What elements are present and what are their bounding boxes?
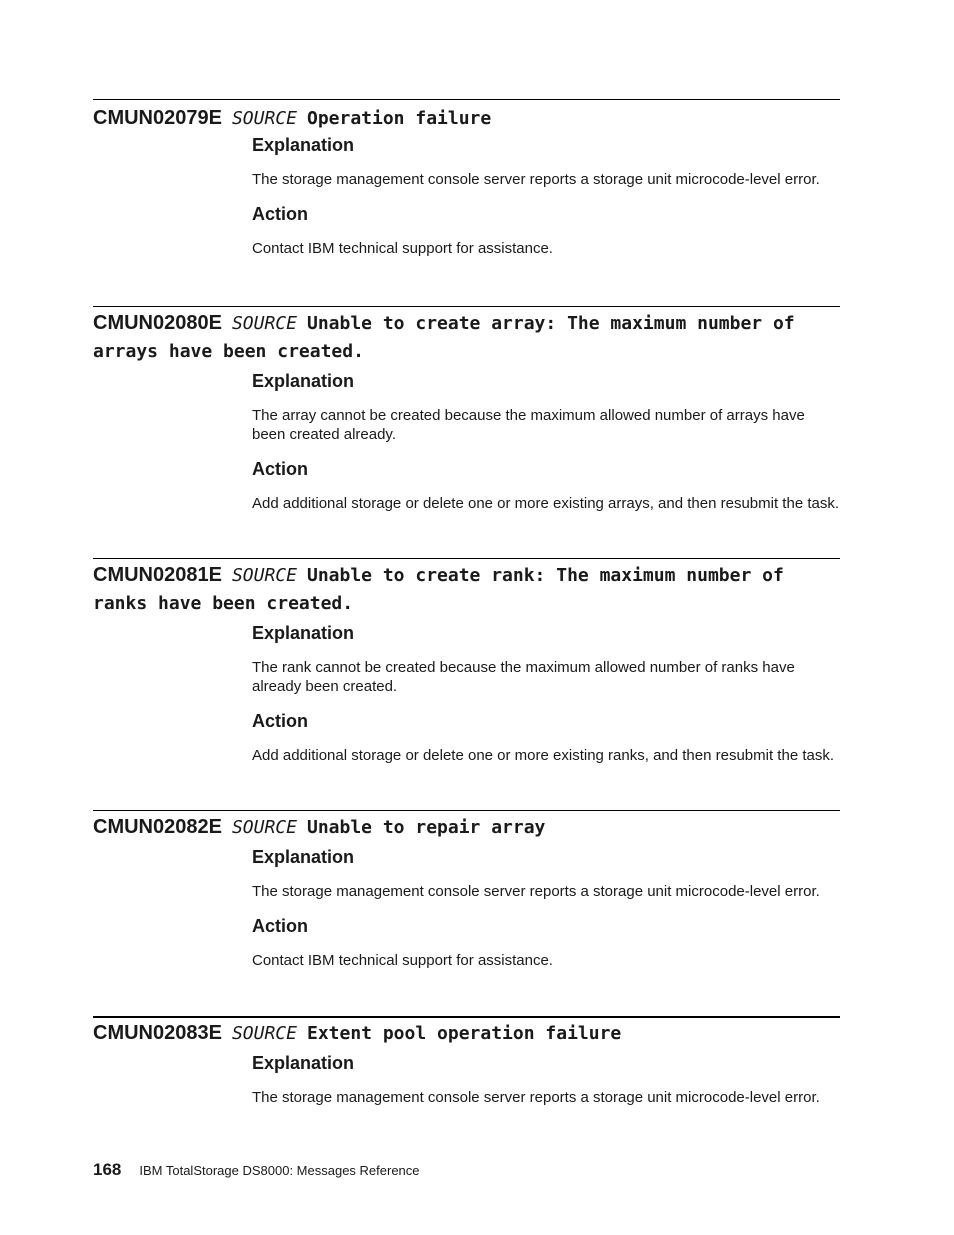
explanation-text: The array cannot be created because the maximum allowed number of arrays have been created already. [252, 407, 805, 443]
message-body [252, 134, 840, 258]
explanation-heading: Explanation [252, 623, 355, 643]
action-heading: Action [252, 916, 308, 936]
message-body [252, 370, 840, 513]
book-title: IBM TotalStorage DS8000: Messages Reference [139, 1163, 420, 1178]
message-body [252, 622, 840, 765]
explanation-heading: Explanation [252, 1053, 355, 1073]
message-entry [93, 99, 840, 258]
message-entry [93, 306, 840, 513]
message-heading [93, 811, 840, 842]
message-title: Unable to create rank: The maximum number of ranks have been created. [93, 565, 784, 614]
message-source: SOURCE [231, 817, 297, 838]
message-title: Unable to create array: The maximum number of arrays have been created. [93, 313, 795, 362]
explanation-heading: Explanation [252, 847, 355, 867]
message-code: CMUN02082E [93, 816, 222, 838]
message-heading [93, 100, 840, 133]
message-entry [93, 810, 840, 970]
explanation-text: The storage management console server reports a storage unit microcode-level error. [252, 171, 820, 188]
action-heading: Action [252, 459, 308, 479]
message-entry [93, 1016, 840, 1107]
message-heading [93, 559, 840, 618]
explanation-text: The rank cannot be created because the maximum allowed number of ranks have already been created. [252, 659, 795, 695]
message-heading [93, 1018, 840, 1048]
message-entry [93, 558, 840, 765]
message-title: Extent pool operation failure [306, 1023, 622, 1044]
action-heading: Action [252, 711, 308, 731]
message-source: SOURCE [231, 108, 297, 129]
explanation-text: The storage management console server reports a storage unit microcode-level error. [252, 883, 820, 900]
message-title: Operation failure [306, 108, 492, 129]
message-code: CMUN02079E [93, 107, 222, 129]
message-body [252, 846, 840, 970]
explanation-text: The storage management console server reports a storage unit microcode-level error. [252, 1089, 820, 1106]
action-heading: Action [252, 204, 308, 224]
message-body [252, 1052, 840, 1107]
explanation-heading: Explanation [252, 371, 355, 391]
message-code: CMUN02083E [93, 1022, 222, 1044]
page-footer [93, 1160, 420, 1180]
message-heading [93, 307, 840, 366]
action-text: Add additional storage or delete one or more existing ranks, and then resubmit the task. [252, 747, 835, 764]
message-code: CMUN02081E [93, 564, 222, 586]
message-source: SOURCE [231, 313, 297, 334]
action-text: Contact IBM technical support for assistance. [252, 240, 553, 257]
message-source: SOURCE [231, 565, 297, 586]
page-number: 168 [93, 1160, 122, 1179]
action-text: Contact IBM technical support for assistance. [252, 952, 553, 969]
message-title: Unable to repair array [306, 817, 546, 838]
message-source: SOURCE [231, 1023, 297, 1044]
action-text: Add additional storage or delete one or more existing arrays, and then resubmit the task. [252, 495, 839, 512]
message-code: CMUN02080E [93, 312, 222, 334]
explanation-heading: Explanation [252, 135, 355, 155]
